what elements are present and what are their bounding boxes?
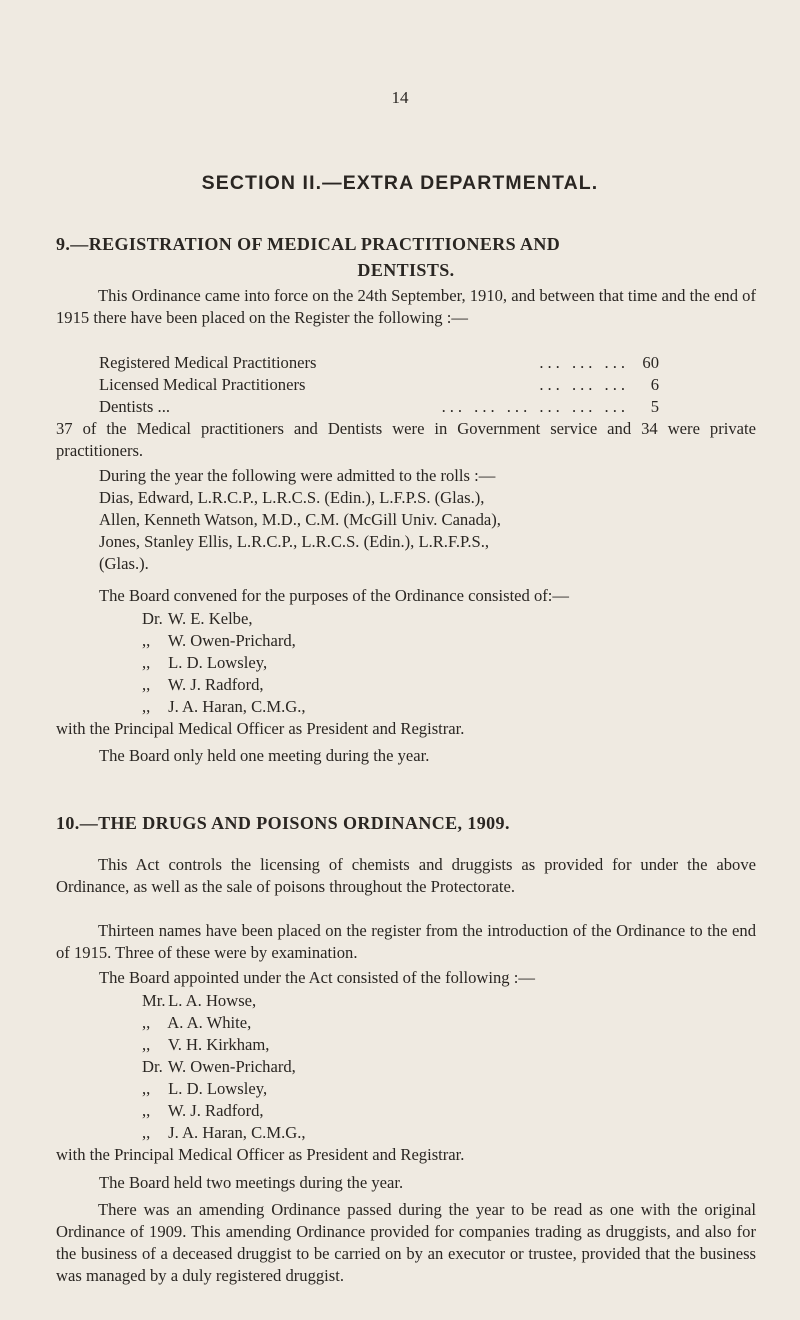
- leader-dots: ... ... ... ... ... ...: [441, 397, 629, 416]
- register-label: Registered Medical Practitioners: [99, 353, 317, 372]
- board-member: ,, W. J. Radford,: [142, 675, 264, 694]
- board-member: ,, J. A. Haran, C.M.G.,: [142, 697, 306, 716]
- leader-dots: ... ... ...: [539, 353, 629, 372]
- act-board-president: with the Principal Medical Officer as President and Registrar.: [56, 1145, 465, 1164]
- act-board-member: Dr. W. Owen-Prichard,: [142, 1057, 296, 1076]
- act-board-member: ,, A. A. White,: [142, 1013, 252, 1032]
- service-note: 37 of the Medical practitioners and Dentists were in Government service and 34 were private practitioners.: [56, 419, 756, 460]
- admitted-intro: During the year the following were admitted to the rolls :—: [99, 466, 496, 485]
- ditto-mark: ,,: [142, 653, 151, 672]
- board-member: ,, L. D. Lowsley,: [142, 653, 268, 672]
- admitted-entry: Dias, Edward, L.R.C.P., L.R.C.S. (Edin.), L.F.P.S. (Glas.),: [99, 488, 485, 507]
- register-names-note: Thirteen names have been placed on the register from the introduction of the Ordinance to the end of 1915. Three of these were by examination.: [56, 921, 756, 962]
- board-meetings: The Board only held one meeting during the year.: [99, 746, 430, 765]
- ditto-mark: ,,: [142, 631, 151, 650]
- register-row: [99, 396, 659, 418]
- register-count: 6: [650, 375, 659, 394]
- register-count: 5: [650, 397, 659, 416]
- title-prefix: Dr.: [142, 609, 163, 628]
- admitted-entry: Jones, Stanley Ellis, L.R.C.P., L.R.C.S. (Edin.), L.R.F.P.S.,: [99, 532, 490, 551]
- act-board-member: ,, J. A. Haran, C.M.G.,: [142, 1123, 306, 1142]
- leader-dots: ... ... ...: [539, 375, 629, 394]
- section-9-heading-line1: 9.—REGISTRATION OF MEDICAL PRACTITIONERS AND: [56, 234, 561, 254]
- section-10-intro: This Act controls the licensing of chemists and druggists as provided for under the above Ordinance, as well as the sale of poisons throughout the Protectorate.: [56, 855, 756, 896]
- register-row: [99, 374, 659, 396]
- board-member: ,, W. Owen-Prichard,: [142, 631, 296, 650]
- admitted-entry: Allen, Kenneth Watson, M.D., C.M. (McGill Univ. Canada),: [99, 510, 501, 529]
- register-label: Licensed Medical Practitioners: [99, 375, 306, 394]
- section-9-heading: [56, 231, 756, 283]
- board-president: with the Principal Medical Officer as President and Registrar.: [56, 719, 465, 738]
- act-board-member: Mr. L. A. Howse,: [142, 991, 257, 1010]
- section-heading: SECTION II.—EXTRA DEPARTMENTAL.: [201, 172, 599, 194]
- ditto-mark: ,,: [142, 697, 151, 716]
- act-board-meetings: The Board held two meetings during the year.: [99, 1173, 404, 1192]
- section-9-intro-text: This Ordinance came into force on the 24th September, 1910, and between that time and the end of 1915 there have been placed on the Register the following :—: [56, 286, 756, 327]
- section-10-heading: 10.—THE DRUGS AND POISONS ORDINANCE, 1909.: [56, 813, 510, 833]
- act-board-member: ,, W. J. Radford,: [142, 1101, 264, 1120]
- section-9-intro: [56, 285, 756, 329]
- register-count: 60: [642, 353, 659, 372]
- act-board-intro: The Board appointed under the Act consisted of the following :—: [99, 968, 535, 987]
- register-row: [99, 352, 659, 374]
- register-counts: [99, 352, 659, 418]
- section-9-heading-line2: DENTISTS.: [357, 260, 455, 280]
- page-number: 14: [391, 88, 409, 107]
- ditto-mark: ,,: [142, 675, 151, 694]
- act-board-member: ,, L. D. Lowsley,: [142, 1079, 268, 1098]
- register-label: Dentists ...: [99, 397, 170, 416]
- board-member: Dr. W. E. Kelbe,: [142, 609, 253, 628]
- act-board-member: ,, V. H. Kirkham,: [142, 1035, 270, 1054]
- admitted-entry: (Glas.).: [99, 554, 149, 573]
- board-intro: The Board convened for the purposes of the Ordinance consisted of:—: [99, 586, 570, 605]
- amending-ordinance: There was an amending Ordinance passed during the year to be read as one with the original Ordinance of 1909. This amending Ordinance provided for companies trading as druggists, and also for the business of a deceased druggist to be carried on by an executor or trustee, provided that the business was managed by a duly registered druggist.: [56, 1200, 756, 1285]
